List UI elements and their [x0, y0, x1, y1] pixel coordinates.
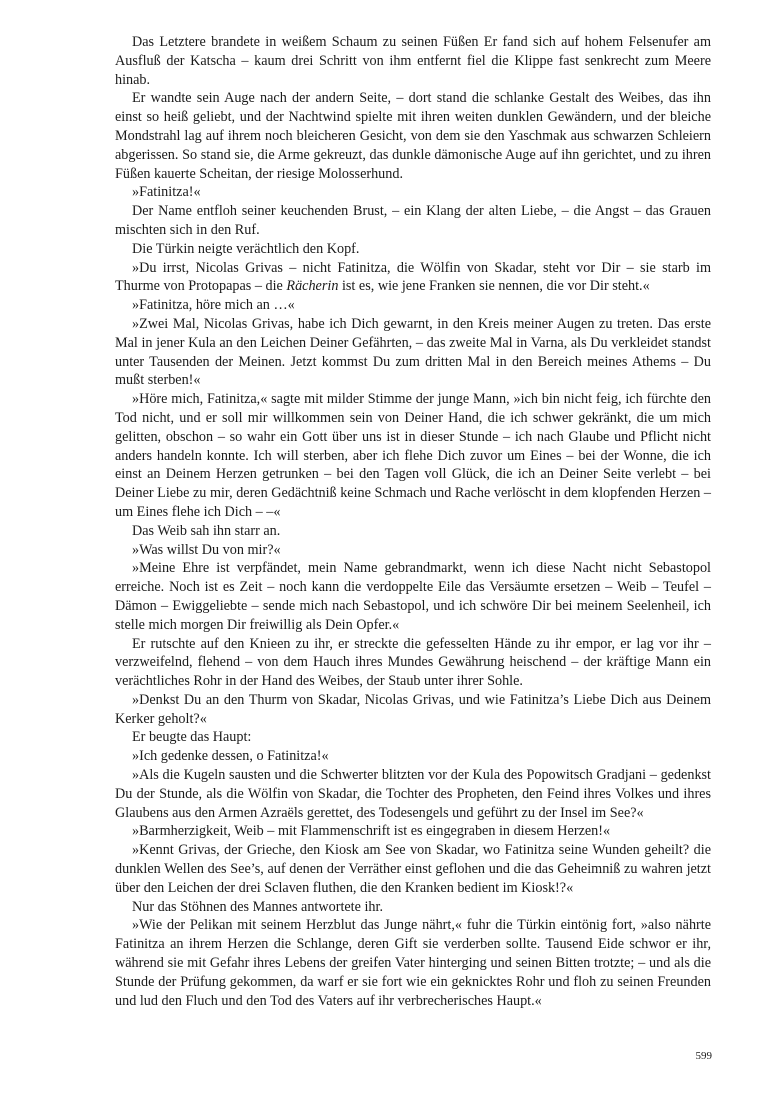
paragraph — [115, 747, 711, 766]
text-run: »Wie der Pelikan mit seinem Herzblut das Junge nährt,« fuhr die Türkin eintönig fort, »also nährte Fatinitza an ihrem Herzen die Schlange, deren Gift sie verderben sollte. Tausend Eide schwor er ihr, während sie mit Gefahr ihres Lebens der greifen Vater hinterging und seinen Bitten trotzte; – und als die Stunde der Prüfung gekommen, da warf er sie fort wie ein geknicktes Rohr und floh zu seinen Freunden und lud den Fluch und den Tod des Vaters auf ihr verbrecherisches Haupt.« — [115, 917, 711, 1009]
paragraph — [115, 916, 711, 1010]
text-run: »Denkst Du an den Thurm von Skadar, Nicolas Grivas, und wie Fatinitza’s Liebe Dich aus Deinem Kerker geholt?« — [115, 691, 711, 727]
paragraph — [115, 202, 711, 240]
paragraph — [115, 315, 711, 390]
paragraph — [115, 89, 711, 183]
text-run: »Zwei Mal, Nicolas Grivas, habe ich Dich gewarnt, in den Kreis meiner Augen zu treten. Das erste Mal in jener Kula an den Leichen Deiner Gefährten, – das zweite Mal in Varna, als Du verkleidet standst unter Tausenden der Meinen. Jetzt kommst Du zum dritten Mal in den Bereich meines Athems – Du mußt sterben!« — [115, 315, 711, 389]
paragraph — [115, 33, 711, 89]
paragraph — [115, 240, 711, 259]
text-run: »Barmherzigkeit, Weib – mit Flammenschrift ist es eingegraben in diesem Herzen!« — [132, 823, 611, 840]
text-run: Das Letztere brandete in weißem Schaum zu seinen Füßen Er fand sich auf hohem Felsenufer am Ausfluß der Katscha – kaum drei Schritt von ihm entfernt fiel die Klippe fast senkrecht zum Meere hinab. — [115, 34, 711, 88]
text-run: Nur das Stöhnen des Mannes antwortete ihr. — [132, 898, 383, 915]
paragraph — [115, 841, 711, 897]
paragraph — [115, 183, 711, 202]
emphasized-text: Rächerin — [286, 278, 339, 295]
paragraph — [115, 559, 711, 634]
paragraph — [115, 541, 711, 560]
paragraph — [115, 766, 711, 822]
paragraph — [115, 898, 711, 917]
paragraph — [115, 822, 711, 841]
body-text — [115, 33, 711, 1010]
text-run: Er wandte sein Auge nach der andern Seite, – dort stand die schlanke Gestalt des Weibes, das ihn einst so heiß geliebt, und der Nachtwind spielte mit ihren weiten dunklen Gewändern, und der bleiche Mondstrahl lag auf ihrem noch bleicheren Gesicht, von dem sie den Yaschmak aus schwarzen Schleiern abgerissen. So stand sie, die Arme gekreuzt, das dunkle dämonische Auge auf ihn gerichtet, und zu ihren Füßen kauerte Scheitan, der riesige Molosserhund. — [115, 90, 711, 182]
paragraph — [115, 691, 711, 729]
text-run: »Ich gedenke dessen, o Fatinitza!« — [132, 748, 329, 765]
paragraph — [115, 728, 711, 747]
text-run: »Fatinitza, höre mich an …« — [132, 297, 295, 314]
text-run: Der Name entfloh seiner keuchenden Brust, – ein Klang der alten Liebe, – die Angst – das Grauen mischten sich in den Ruf. — [115, 203, 711, 238]
text-run: Das Weib sah ihn starr an. — [132, 522, 281, 539]
text-run: Er rutschte auf den Knieen zu ihr, er streckte die gefesselten Hände zu ihr empor, er lag vor ihr – verzweifelnd, flehend – von dem Hauch ihres Mundes Gewährung heischend – der kräftige Mann ein verächtliches Rohr in der Hand des Weibes, der Staub unter ihrer Sohle. — [115, 635, 711, 690]
text-run: »Kennt Grivas, der Grieche, den Kiosk am See von Skadar, wo Fatinitza seine Wunden geheilt? die dunklen Wellen des See’s, auf denen der Verräther einst geflohen und die das Geheimniß zu wahren jetzt über den Leichen der drei Sclaven fluthen, die den Kranken bedient im Kiosk!?« — [115, 842, 711, 896]
paragraph — [115, 390, 711, 522]
text-run: Die Türkin neigte verächtlich den Kopf. — [132, 240, 360, 257]
paragraph — [115, 296, 711, 315]
text-run: Er beugte das Haupt: — [132, 729, 252, 746]
text-run: »Höre mich, Fatinitza,« sagte mit milder Stimme der junge Mann, »ich bin nicht feig, ich fürchte den Tod nicht, und er soll mir willkommen sein von Deiner Hand, die ich schwer gekränkt, die um mich gelitten, obschon – so wahr ein Gott über uns ist in dieser Stunde – ich nach Glaube und Pflicht nicht anders handeln konnte. Ich will sterben, aber ich flehe Dich zuvor um Eines – bei der Wonne, die ich einst an Deinem Herzen getrunken – bei den Tagen voll Glück, die ich an Deiner Seite verlebt – bei Deiner Liebe zu mir, deren Gedächtniß keine Schmach und Rache verlöscht in dem klopfenden Herzen – um Eines flehe ich Dich – –« — [115, 391, 711, 520]
paragraph — [115, 522, 711, 541]
paragraph — [115, 635, 711, 691]
text-run: »Meine Ehre ist verpfändet, mein Name gebrandmarkt, wenn ich diese Nacht nicht Sebastopol erreiche. Noch ist es Zeit – noch kann die verdoppelte Eile das Versäumte ersetzen – Weib – Teufel – Dämon – Ewiggeliebte – sende mich nach Sebastopol, und ich schwöre Dir bei meinem Seelenheil, ich stelle mich morgen Dir freiwillig als Dein Opfer.« — [115, 560, 711, 633]
text-run: ist es, wie jene Franken sie nennen, die vor Dir steht.« — [338, 278, 650, 295]
page-number: 599 — [695, 1050, 712, 1062]
text-run: »Als die Kugeln sausten und die Schwerter blitzten vor der Kula des Popowitsch Gradjani – gedenkst Du der Stunde, als die Wölfin von Skadar, die Tochter des Propheten, den Feind ihres Volkes und ihres Glaubens aus den Armen Azraëls gerettet, des Todesengels und geführt zu der Insel im See?« — [115, 767, 711, 821]
text-run: »Was willst Du von mir?« — [132, 541, 281, 558]
paragraph — [115, 259, 711, 297]
text-run: »Du irrst, Nicolas Grivas – nicht Fatinitza, die Wölfin von Skadar, steht vor Dir – sie starb im Thurme von Protopapas – die — [115, 259, 711, 295]
text-run: »Fatinitza!« — [132, 184, 201, 201]
